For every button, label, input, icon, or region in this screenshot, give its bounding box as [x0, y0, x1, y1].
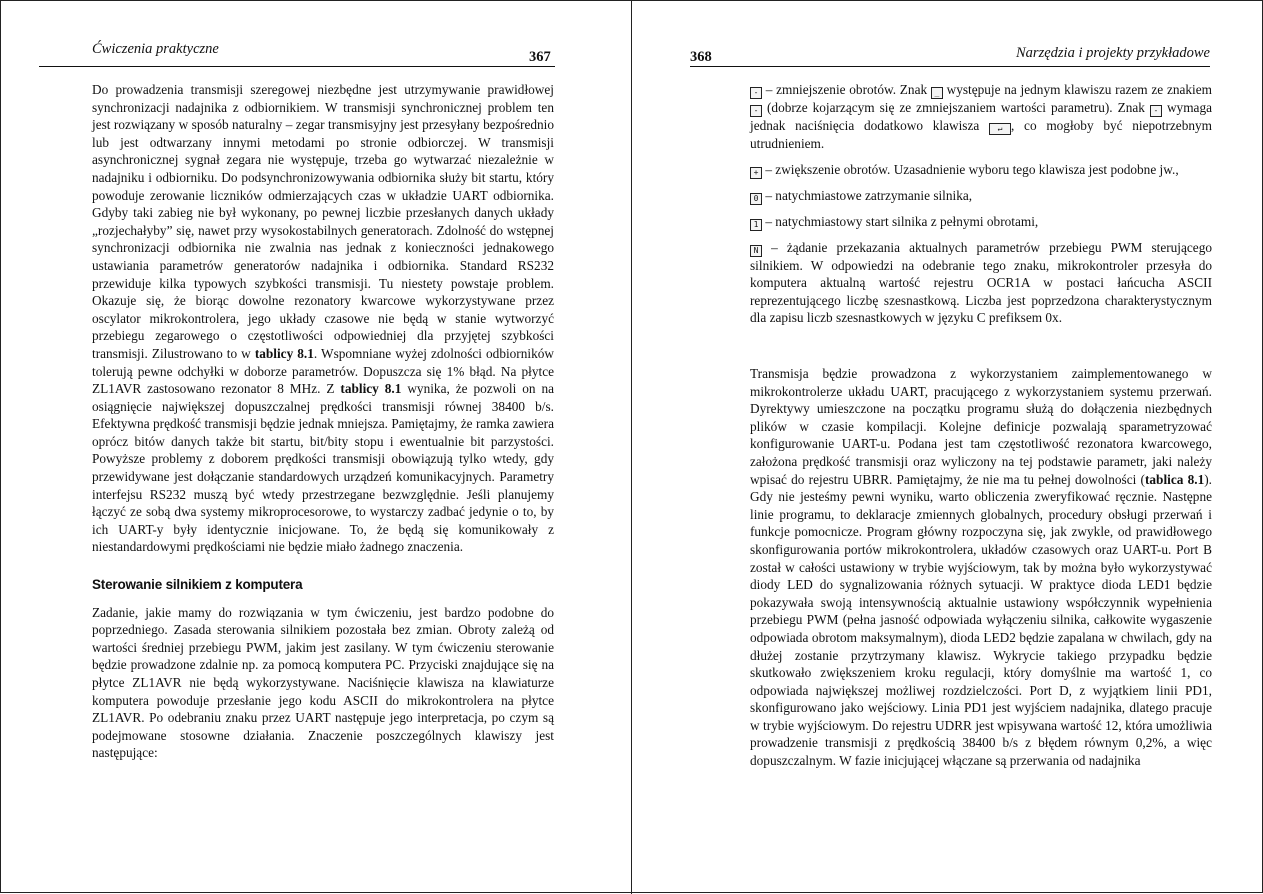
text-run: – żądanie przekazania aktualnych parametrów przebiegu PWM sterującego silnikiem. W odpowiedzi na odebranie tego znaku, mikrokontroler przesyła do komputera aktualną wartość rejestru OCR1A w postaci łańcucha ASCII reprezentującego liczbę szesnastkową. Liczba jest poprzedzona charakterystycznym dla zapisu liczb szesnastkowych w języku C prefiksem 0x. — [750, 239, 1212, 326]
one-key-icon: 1 — [750, 219, 762, 231]
left-running-title: Ćwiczenia praktyczne — [92, 41, 219, 57]
minus-key-icon: - — [1150, 105, 1162, 117]
text-run: – zwiększenie obrotów. Uzasadnienie wyboru tego klawisza jest podobne jw., — [762, 161, 1179, 177]
right-header-rule — [690, 66, 1210, 67]
table-reference: tablicy 8.1 — [254, 345, 314, 361]
text-run: ). Gdy nie jesteśmy pewni wyniku, warto obliczenia zweryfikować ręcznie. Następne linie programu, to deklaracje zmiennych globalnych, procedury obsługi przerwań i funkcje pomocnicze. Program główny rozpoczyna się, jak zwykle, od prawidłowego skonfigurowania portów mikrokontrolera, układów czasowych oraz UART-u. Port B został w całości ustawiony w trybie wyjściowym, tak by można było wykorzystywać diody LED do sygnalizowania różnych sytuacji. W praktyce dioda LED1 będzie pokazywała swoją intensywnością aktualnie ustawiony współczynnik wypełnienia przebiegu PWM (pełna jasność odpowiada wyłączeniu silnika, całkowite wygaszenie odpowiada obrotom maksymalnym), dioda LED2 będzie zapalana w chwilach, gdy na dłużej zostanie przytrzymany klawisz. Wykrycie takiego przypadku będzie skutkowało zwiększeniem kroku regulacji, który domyślnie ma wartość 1, co odpowiada największej możliwej rozdzielczości. Port D, z wyjątkiem linii PD1, skonfigurowano jako wejściowy. Linia PD1 jest wyjściem nadajnika, dlatego pracuje w trybie wyjściowym. Do rejestru UDRR jest wpisywana wartość 12, która umożliwia prowadzenie transmisji z prędkością 38400 b/s z błędem równym 0,2%, a więc dopuszczalnym. W fazie inicjującej włączane są przerwania od nadajnika — [750, 471, 1212, 769]
text-run: – zmniejszenie obrotów. Znak — [762, 82, 931, 97]
text-run: – natychmiastowe zatrzymanie silnika, — [762, 187, 973, 203]
text-run: (dobrze kojarzącym się ze zmniejszaniem wartości parametru). Znak — [762, 100, 1150, 115]
left-paragraph-1 — [92, 81, 554, 556]
minus-key-icon: - — [750, 87, 762, 99]
left-text-block — [92, 81, 554, 762]
text-run: , co mogłoby być niepotrzebnym utrudnieniem. — [750, 118, 1212, 151]
right-text-block — [750, 81, 1212, 327]
key-description-minus — [750, 81, 1212, 153]
left-header-rule — [39, 66, 555, 67]
left-paragraph-2: Zadanie, jakie mamy do rozwiązania w tym ćwiczeniu, jest bardzo podobne do poprzedniego. Zasada sterowania silnikiem pozostała bez zmian. Obroty zależą od wartości średniej przebiegu PWM, jakim jest zasilany. W tym ćwiczeniu sterowanie będzie prowadzone zdalnie np. za pomocą komputera PC. Przyciski znajdujące się na płytce ZL1AVR nie będą wykorzystywane. Naciśnięcie klawisza na klawiaturze komputera powoduje przesłanie jego kodu ASCII do mikrokontrolera na płytce ZL1AVR. Po odebraniu znaku przez UART następuje jego interpretacja, po czym są podejmowane stosowne działania. Znaczenie poszczególnych klawiszy jest następujące: — [92, 604, 554, 761]
key-description-zero — [750, 187, 1212, 205]
key-description-n — [750, 239, 1212, 327]
key-description-one — [750, 213, 1212, 231]
n-key-icon: N — [750, 245, 762, 257]
enter-key-icon: ↵ — [989, 123, 1011, 135]
left-page — [1, 1, 631, 894]
section-heading: Sterowanie silnikiem z komputera — [92, 577, 303, 593]
right-running-title: Narzędzia i projekty przykładowe — [1016, 45, 1210, 61]
right-paragraph-main — [750, 365, 1212, 770]
minus-key-icon: - — [750, 105, 762, 117]
text-run: Do prowadzenia transmisji szeregowej niezbędne jest utrzymywanie prawidłowej synchronizacji nadajnika z odbiornikiem. W transmisji synchronicznej problem ten jest rozwiązany w sposób naturalny – zegar transmisyjny jest przesyłany bezpośrednio lub jest odtwarzany innymi metodami po stronie odbiorczej. W transmisji asynchronicznej sygnał zegara nie występuje, trzeba go wytwarzać niezależnie w nadajniku i odbiorniku. Do podsynchronizowywania odbiornika służy bit startu, który powoduje zerowanie liczników odmierzających czas w układzie UART odbiornika. Gdyby taki zabieg nie był wykonany, po pewnej liczbie przesłanych danych układy „rozjechałyby” się, nawet przy wysokostabilnych generatorach. Zdolność do wstępnej synchronizacji odbiornika nie zwalnia nas jednak z konieczności jednakowego ustawiania parametrów generatorów nadajnika i odbiornika. Standard RS232 przewiduje kilka typowych szybkości transmisji. Tu niestety powstaje problem. Okazuje się, że biorąc dowolne rezonatory kwarcowe wykorzystywane przez oscylator mikrokontrolera, jego układy czasowe nie będą w stanie wytworzyć przebiegu zegarowego o częstotliwości odpowiedniej dla przyjętej szybkości transmisji. Zilustrowano to w — [92, 82, 554, 361]
minus-key-icon: _ — [931, 87, 943, 99]
text-run: Transmisja będzie prowadzona z wykorzystaniem zaimplementowanego w mikrokontrolerze układu UART, pracującego z wykorzystaniem systemu przerwań. Dyrektywy umieszczone na początku programu służą do dołączenia niezbędnych plików w czasie kompilacji. Kolejne definicje pozwalają sparametryzować konfigurowanie UART-u. Podana jest tam częstotliwość rezonatora kwarcowego, założona prędkość transmisji oraz wyliczony na tej podstawie parametr, jaki należy wpisać do rejestru UBRR. Pamiętajmy, że nie ma tu pełnej dowolności ( — [750, 366, 1212, 487]
right-page-number: 368 — [690, 49, 712, 65]
table-reference: tablicy 8.1 — [340, 381, 402, 397]
key-description-plus — [750, 161, 1212, 179]
right-main-paragraph — [750, 365, 1212, 770]
text-run: wymaga jednak naciśnięcia dodatkowo klawisza — [750, 100, 1212, 133]
plus-key-icon: + — [750, 167, 762, 179]
right-page — [632, 1, 1263, 894]
table-reference: tablica 8.1 — [1144, 471, 1205, 487]
text-run: – natychmiastowy start silnika z pełnymi obrotami, — [762, 213, 1039, 229]
text-run: wynika, że pozwoli on na osiągnięcie największej dopuszczalnej prędkości transmisji równej 38400 b/s. Efektywna prędkość transmisji będzie jednak mniejsza. Pamiętajmy, że ramka zawiera oprócz bitów danych także bit startu, bit/bity stopu i ewentualnie bit parzystości. Powyższe problemy z doborem prędkości transmisji obowiązują tylko wtedy, gdy przewidywane jest dołączanie standardowych urządzeń komunikacyjnych. Parametry interfejsu RS232 muszą być wtedy przestrzegane bezwzględnie. Jeśli planujemy łączyć ze sobą dwa systemy mikroprocesorowe, to wystarczy zadbać jedynie o to, by ich UART-y były identycznie inicjowane. To, że będą się komunikowały z niestandardowymi prędkościami nie będzie miało żadnego znaczenia. — [92, 381, 554, 555]
text-run: . Wspomniane wyżej zdolności odbiorników tolerują pewne odchyłki w doborze parametrów. Dopuszcza się 1% błąd. Na płytce ZL1AVR zastosowano rezonator 8 MHz. Z — [92, 345, 554, 397]
zero-key-icon: 0 — [750, 193, 762, 205]
left-page-number: 367 — [529, 49, 551, 65]
text-run: występuje na jednym klawiszu razem ze znakiem — [942, 82, 1212, 97]
